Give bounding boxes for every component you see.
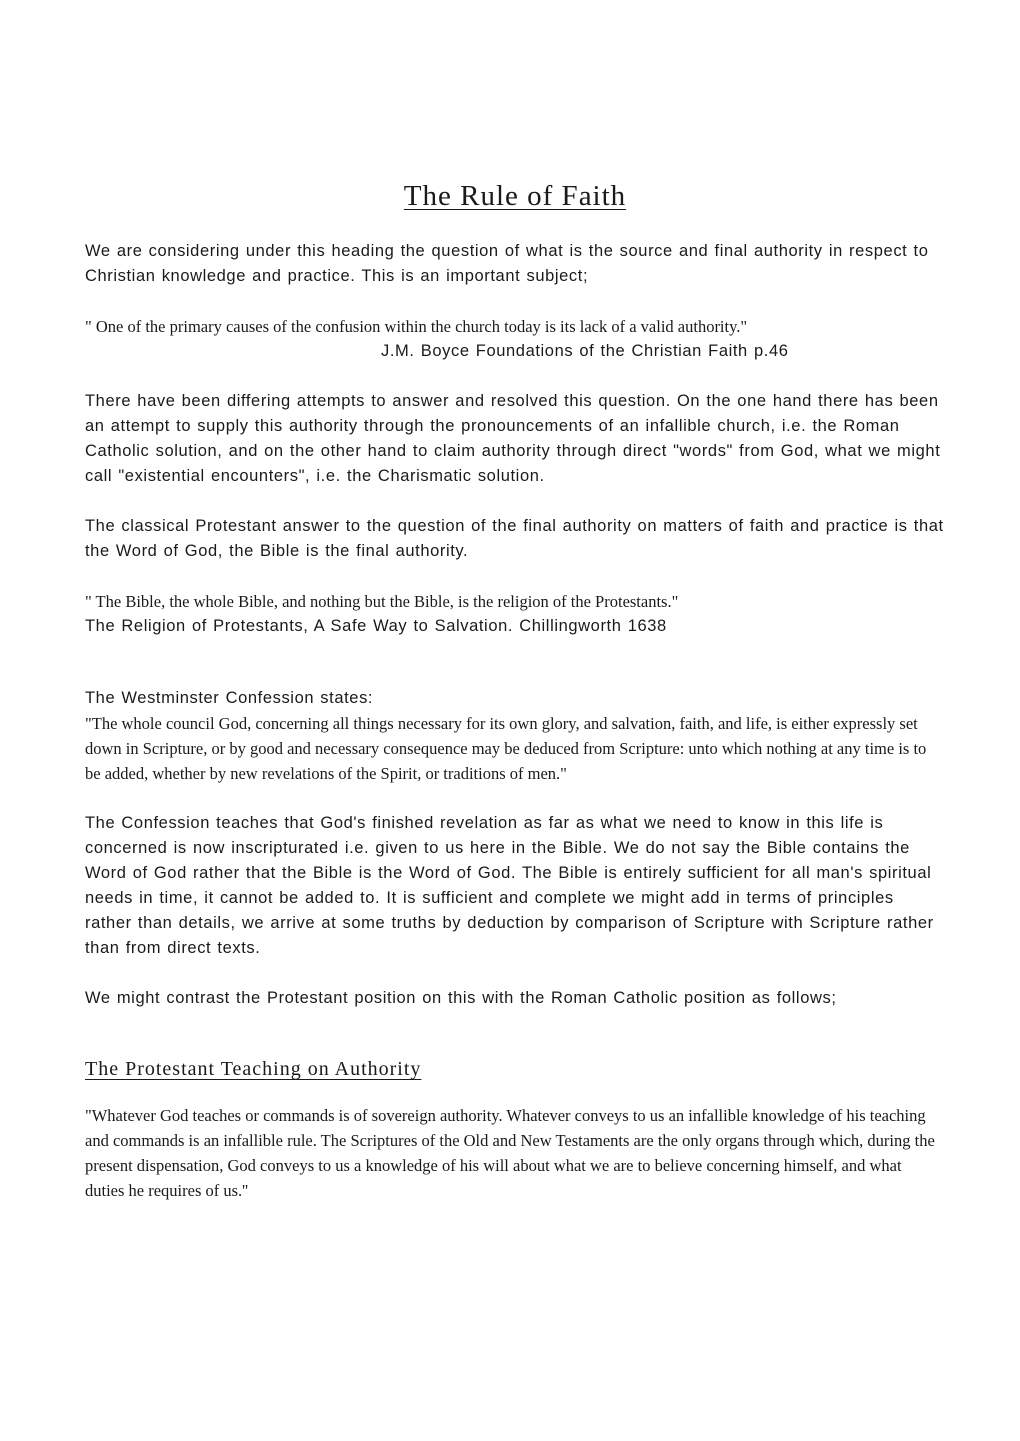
document-title-text: The Rule of Faith xyxy=(403,180,627,212)
quote-boyce-attribution: J.M. Boyce Foundations of the Christian Faith p.46 xyxy=(381,342,789,360)
quote-chillingworth-attribution: The Religion of Protestants, A Safe Way to Salvation. Chillingworth 1638 xyxy=(85,617,667,635)
attempts-paragraph: There have been differing attempts to answer and resolved this question. On the one hand there has been an attempt to supply this authority through the pronouncements of an infallible church, i.e. the Roman Catholic solution, and on the other hand to claim authority through direct "words" from God, what we might call "existential encounters", i.e. the Charismatic solution. xyxy=(85,392,941,485)
section-heading-text: The Protestant Teaching on Authority xyxy=(85,1058,422,1080)
contrast-paragraph: We might contrast the Protestant position on this with the Roman Catholic position as follows; xyxy=(85,989,837,1007)
document-title xyxy=(85,180,945,213)
quote-chillingworth: " The Bible, the whole Bible, and nothing but the Bible, is the religion of the Protestants." xyxy=(85,592,679,611)
intro-paragraph: We are considering under this heading the question of what is the source and final authority in respect to Christian knowledge and practice. This is an important subject; xyxy=(85,242,929,285)
classical-paragraph: The classical Protestant answer to the question of the final authority on matters of faith and practice is that the Word of God, the Bible is the final authority. xyxy=(85,517,944,560)
section-quote: "Whatever God teaches or commands is of sovereign authority. Whatever conveys to us an infallible knowledge of his teaching and commands is an infallible rule. The Scriptures of the Old and New Testaments are the only organs through which, during the present dispensation, God conveys to us a knowledge of his will about what we are to believe concerning himself, and what duties he requires of us.'' xyxy=(85,1106,935,1200)
quote-boyce: " One of the primary causes of the confusion within the church today is its lack of a valid authority." xyxy=(85,317,748,336)
westminster-quote: "The whole council God, concerning all things necessary for its own glory, and salvation, faith, and life, is either expressly set down in Scripture, or by good and necessary consequence may be deduced from Scripture: unto which nothing at any time is to be added, whether by new revelations of the Spirit, or traditions of men." xyxy=(85,714,927,783)
confession-paragraph: The Confession teaches that God's finished revelation as far as what we need to know in this life is concerned is now inscripturated i.e. given to us here in the Bible. We do not say the Bible contains the Word of God rather that the Bible is the Word of God. The Bible is entirely sufficient for all man's spiritual needs in time, it cannot be added to. It is sufficient and complete we might add in terms of principles rather than details, we arrive at some truths by deduction by comparison of Scripture with Scripture rather than from direct texts. xyxy=(85,814,934,957)
westminster-intro: The Westminster Confession states: xyxy=(85,689,374,707)
section-heading xyxy=(85,1058,945,1081)
document-page xyxy=(85,180,945,1203)
